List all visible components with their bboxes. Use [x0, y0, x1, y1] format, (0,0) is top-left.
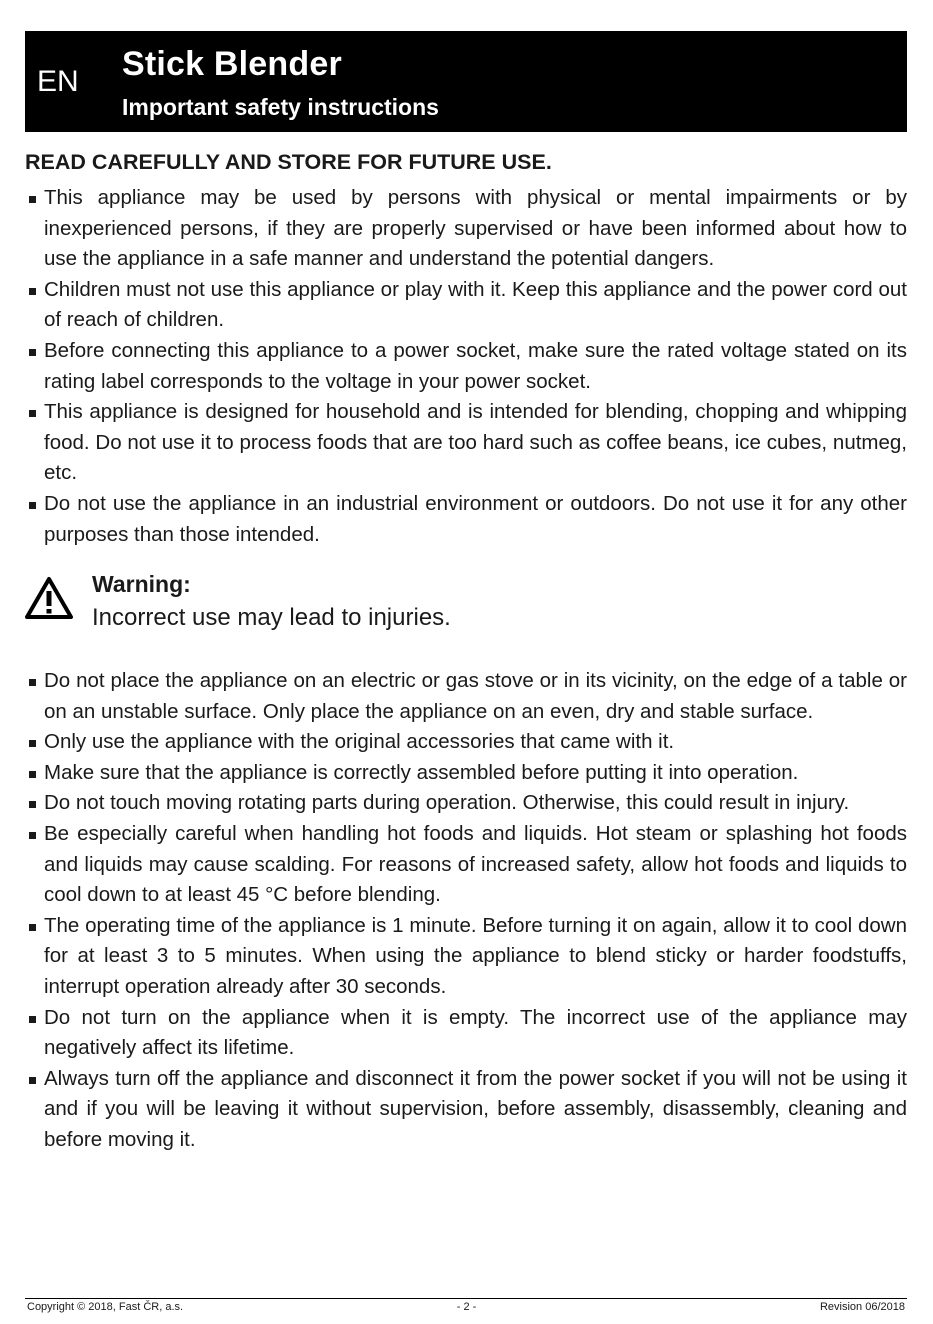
warning-title: Warning:: [92, 571, 191, 597]
footer-divider: [25, 1298, 907, 1299]
warning-triangle-icon: [24, 576, 74, 620]
list-item: Only use the appliance with the original accessories that came with it.: [25, 727, 907, 758]
list-item: Make sure that the appliance is correctly assembled before putting it into operation.: [25, 758, 907, 789]
list-item: The operating time of the appliance is 1 minute. Before turning it on again, allow it to cool down for at least 3 to 5 minutes. When using the appliance to blend sticky or harder foodstuffs, interrupt operation already after 30 seconds.: [25, 911, 907, 1003]
header-banner: [25, 31, 907, 132]
language-code: EN: [37, 65, 79, 98]
footer-copyright: Copyright © 2018, Fast ČR, a.s.: [27, 1301, 184, 1313]
document-title: Stick Blender: [122, 45, 342, 83]
list-item: Before connecting this appliance to a power socket, make sure the rated voltage stated on its rating label corresponds to the voltage in your power socket.: [25, 336, 907, 397]
safety-list-usage: [25, 666, 907, 1156]
list-item: Do not touch moving rotating parts during operation. Otherwise, this could result in injury.: [25, 788, 907, 819]
list-item: This appliance is designed for household and is intended for blending, chopping and whipping food. Do not use it to process foods that are too hard such as coffee beans, ice cubes, nutmeg, etc.: [25, 397, 907, 489]
footer-revision: Revision 06/2018: [819, 1301, 905, 1313]
list-item: Always turn off the appliance and disconnect it from the power socket if you will not be using it and if you will be leaving it without supervision, before assembly, disassembly, cleaning and before moving it.: [25, 1064, 907, 1156]
list-item: Children must not use this appliance or play with it. Keep this appliance and the power cord out of reach of children.: [25, 275, 907, 336]
footer-page-number: - 2 -: [456, 1301, 477, 1313]
lead-instruction: READ CAREFULLY AND STORE FOR FUTURE USE.: [25, 150, 552, 174]
list-item: Do not turn on the appliance when it is empty. The incorrect use of the appliance may negatively affect its lifetime.: [25, 1003, 907, 1064]
list-item: Be especially careful when handling hot foods and liquids. Hot steam or splashing hot foods and liquids may cause scalding. For reasons of increased safety, allow hot foods and liquids to cool down to at least 45 °C before blending.: [25, 819, 907, 911]
list-item: Do not use the appliance in an industrial environment or outdoors. Do not use it for any other purposes than those intended.: [25, 489, 907, 550]
document-subtitle: Important safety instructions: [122, 94, 439, 120]
safety-list-general: [25, 183, 907, 550]
warning-text: Incorrect use may lead to injuries.: [92, 604, 451, 631]
list-item: Do not place the appliance on an electric or gas stove or in its vicinity, on the edge of a table or on an unstable surface. Only place the appliance on an even, dry and stable surface.: [25, 666, 907, 727]
list-item: This appliance may be used by persons with physical or mental impairments or by inexperienced persons, if they are properly supervised or have been informed about how to use the appliance in a safe manner and understand the potential dangers.: [25, 183, 907, 275]
